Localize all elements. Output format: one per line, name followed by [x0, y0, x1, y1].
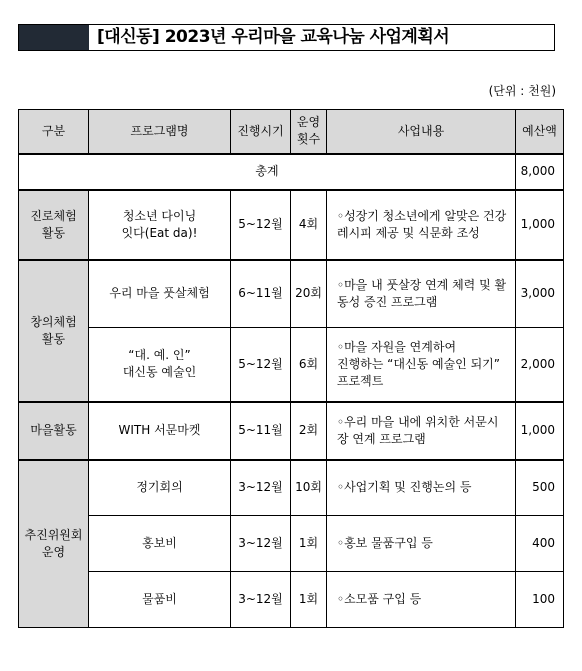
total-amount: 8,000 — [516, 154, 564, 190]
period-cell: 5~12월 — [231, 328, 291, 402]
table-row — [19, 260, 564, 328]
program-cell: 우리 마을 풋살체험 — [89, 260, 231, 328]
amount-cell: 100 — [516, 572, 564, 628]
total-label: 총계 — [19, 154, 516, 190]
title-accent-bar — [19, 25, 89, 50]
amount-cell: 3,000 — [516, 260, 564, 328]
header-count: 운영 횟수 — [291, 110, 327, 154]
content-cell: ◦홍보 물품구입 등 — [327, 516, 516, 572]
period-cell: 3~12월 — [231, 572, 291, 628]
category-cell: 마을활동 — [19, 402, 89, 460]
amount-cell: 1,000 — [516, 402, 564, 460]
category-cell: 창의체험 활동 — [19, 260, 89, 402]
content-cell: ◦소모품 구입 등 — [327, 572, 516, 628]
program-cell: WITH 서문마켓 — [89, 402, 231, 460]
amount-cell: 2,000 — [516, 328, 564, 402]
program-cell: 물품비 — [89, 572, 231, 628]
header-budget: 예산액 — [516, 110, 564, 154]
period-cell: 6~11월 — [231, 260, 291, 328]
count-cell: 20회 — [291, 260, 327, 328]
count-cell: 2회 — [291, 402, 327, 460]
header-period: 진행시기 — [231, 110, 291, 154]
amount-cell: 1,000 — [516, 190, 564, 260]
count-cell: 1회 — [291, 516, 327, 572]
category-cell: 진로체험 활동 — [19, 190, 89, 260]
period-cell: 5~12월 — [231, 190, 291, 260]
amount-cell: 500 — [516, 460, 564, 516]
period-cell: 3~12월 — [231, 460, 291, 516]
table-row — [19, 328, 564, 402]
program-cell: “대. 예. 인” 대신동 예술인 — [89, 328, 231, 402]
table-row — [19, 402, 564, 460]
table-row — [19, 516, 564, 572]
content-cell: ◦성장기 청소년에게 알맞은 건강 레시피 제공 및 식문화 조성 — [327, 190, 516, 260]
count-cell: 6회 — [291, 328, 327, 402]
document-title: [대신동] 2023년 우리마을 교육나눔 사업계획서 — [97, 27, 450, 47]
count-cell: 4회 — [291, 190, 327, 260]
amount-cell: 400 — [516, 516, 564, 572]
unit-label: (단위 : 천원) — [488, 84, 556, 98]
program-cell: 정기회의 — [89, 460, 231, 516]
program-cell: 홍보비 — [89, 516, 231, 572]
count-cell: 1회 — [291, 572, 327, 628]
header-content: 사업내용 — [327, 110, 516, 154]
table-body — [19, 154, 564, 628]
table-row — [19, 190, 564, 260]
period-cell: 5~11월 — [231, 402, 291, 460]
content-cell: ◦사업기획 및 진행논의 등 — [327, 460, 516, 516]
table-row — [19, 460, 564, 516]
content-cell: ◦우리 마을 내에 위치한 서문시장 연계 프로그램 — [327, 402, 516, 460]
title-box — [18, 24, 555, 51]
total-row — [19, 154, 564, 190]
program-cell: 청소년 다이닝 잇다(Eat da)! — [89, 190, 231, 260]
table-row — [19, 572, 564, 628]
content-cell: ◦마을 자원을 연계하여 진행하는 “대신동 예술인 되기” 프로젝트 — [327, 328, 516, 402]
count-cell: 10회 — [291, 460, 327, 516]
budget-table — [18, 109, 564, 628]
header-category: 구분 — [19, 110, 89, 154]
category-cell: 추진위원회 운영 — [19, 460, 89, 628]
header-program: 프로그램명 — [89, 110, 231, 154]
content-cell: ◦마을 내 풋살장 연계 체력 및 활동성 증진 프로그램 — [327, 260, 516, 328]
period-cell: 3~12월 — [231, 516, 291, 572]
